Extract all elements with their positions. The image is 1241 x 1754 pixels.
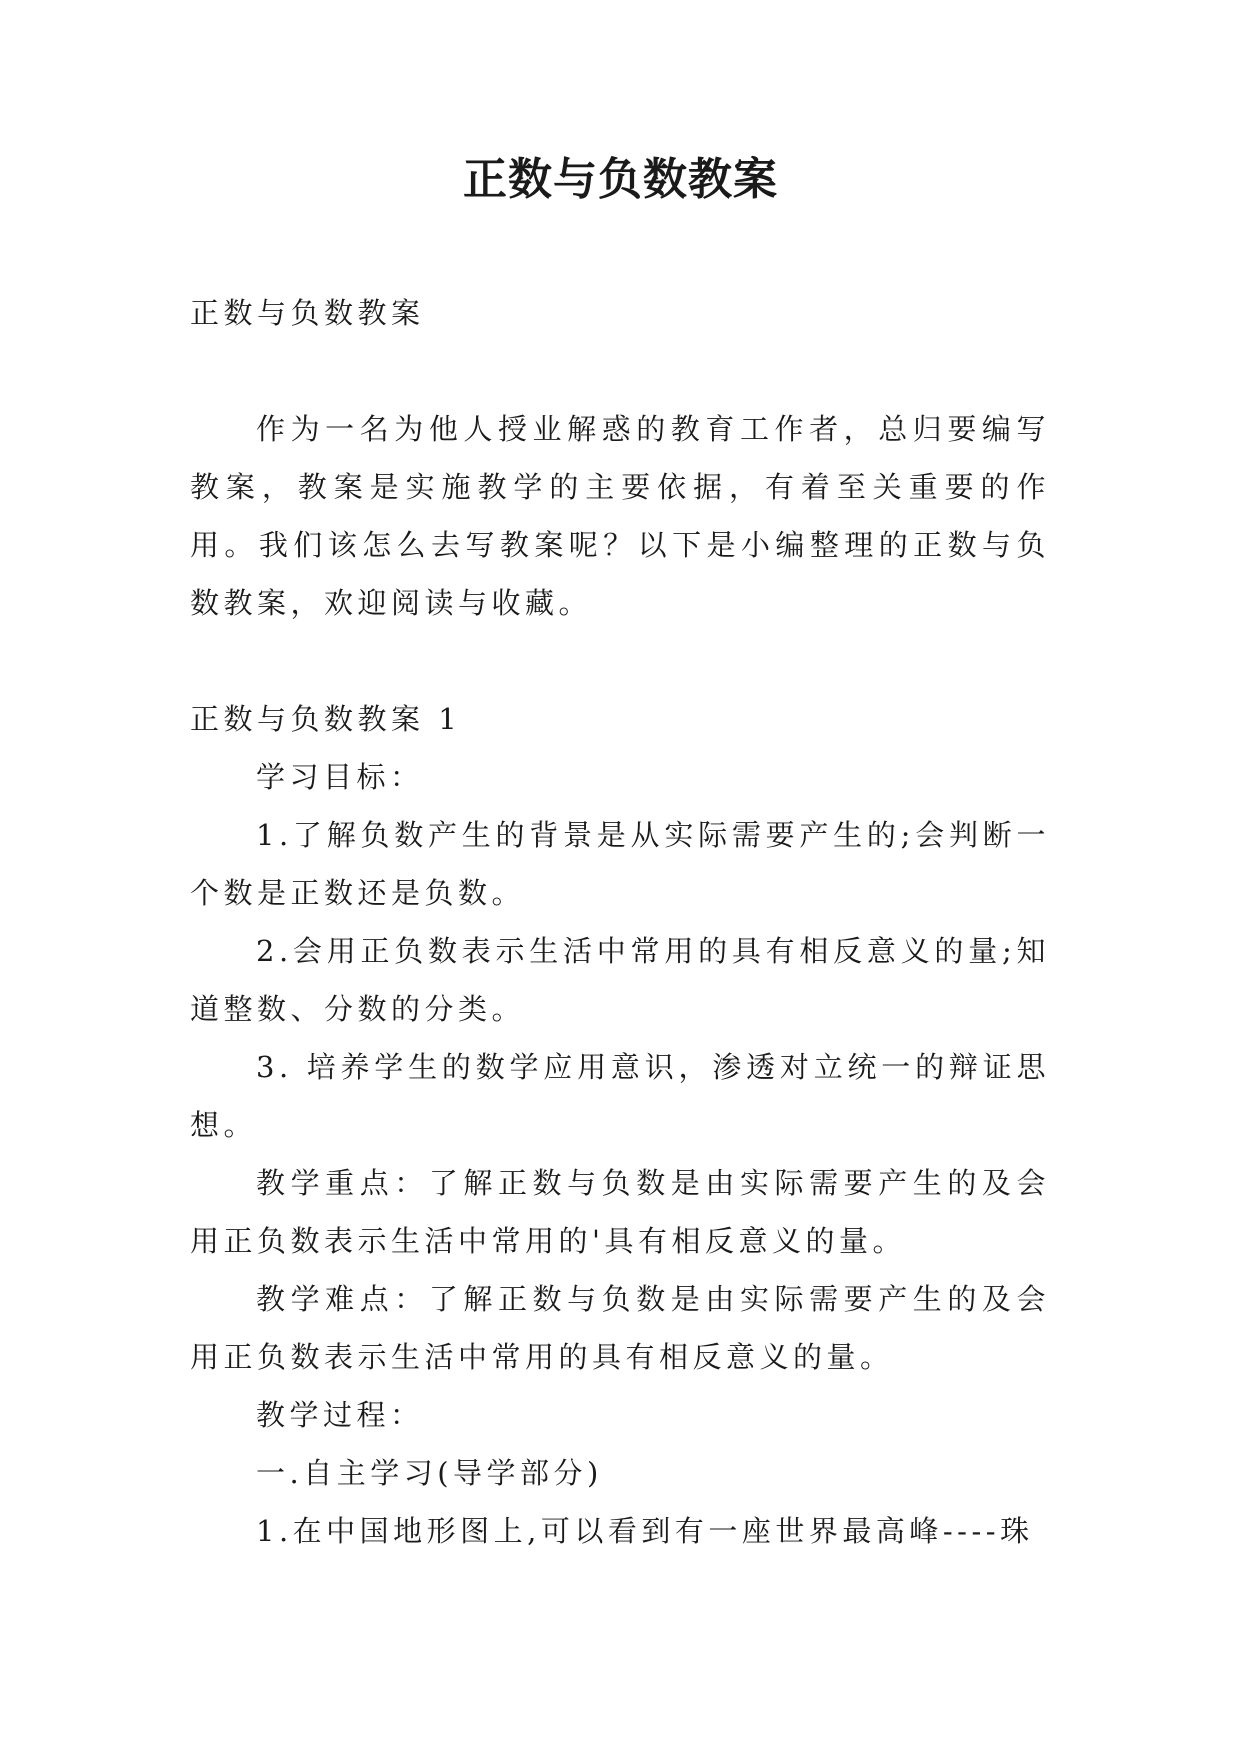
goal-item-1: 1.了解负数产生的背景是从实际需要产生的;会判断一个数是正数还是负数。 <box>190 818 1050 910</box>
teaching-difficulty: 教学难点：了解正数与负数是由实际需要产生的及会用正负数表示生活中常用的具有相反意义的量。 <box>190 1282 1050 1374</box>
subtitle-paragraph: 正数与负数教案 <box>190 296 425 330</box>
teaching-process-heading: 教学过程： <box>256 1398 424 1432</box>
self-study-item-1: 1.在中国地形图上,可以看到有一座世界最高峰----珠 <box>256 1514 1034 1548</box>
document-title: 正数与负数教案 <box>463 154 778 205</box>
goal-item-2: 2.会用正负数表示生活中常用的具有相反意义的量;知道整数、分数的分类。 <box>190 934 1050 1026</box>
teaching-focus: 教学重点：了解正数与负数是由实际需要产生的及会用正负数表示生活中常用的'具有相反意义的量。 <box>190 1166 1050 1258</box>
document-body <box>190 284 1050 1560</box>
self-study-heading: 一.自主学习(导学部分) <box>256 1456 603 1490</box>
learning-goals-heading: 学习目标： <box>256 760 424 794</box>
section-heading: 正数与负数教案 1 <box>190 702 462 736</box>
intro-paragraph: 作为一名为他人授业解惑的教育工作者，总归要编写教案，教案是实施教学的主要依据，有着至关重要的作用。我们该怎么去写教案呢？以下是小编整理的正数与负数教案，欢迎阅读与收藏。 <box>190 412 1050 620</box>
goal-item-3: 3. 培养学生的数学应用意识，渗透对立统一的辩证思想。 <box>190 1050 1050 1142</box>
